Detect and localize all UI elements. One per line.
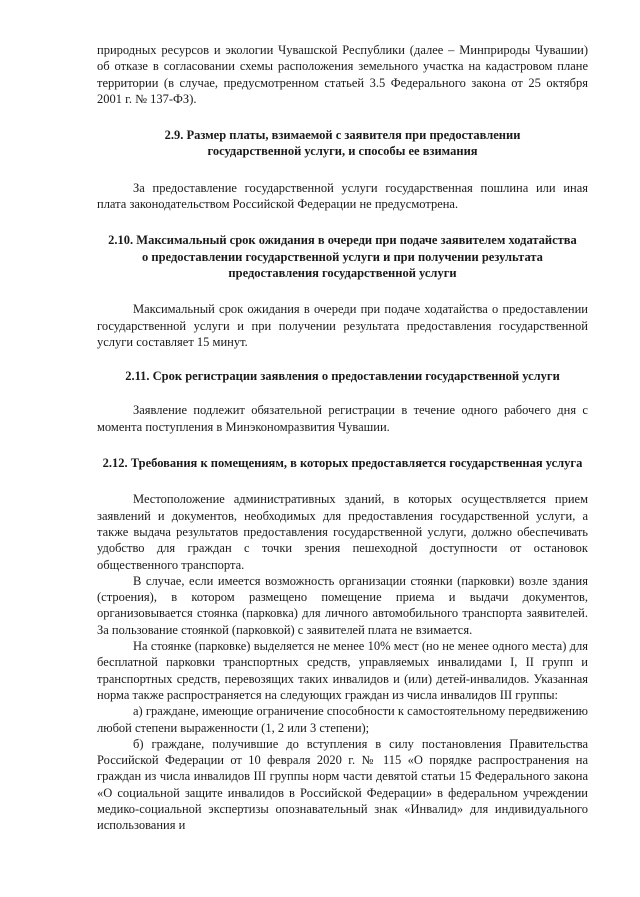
intro-paragraph: природных ресурсов и экологии Чувашской Республики (далее – Минприроды Чувашии) об отказе в согласовании схемы расположения земельного участка на кадастровом плане территории (в случае, предусмотренном статьей 3.5 Федерального закона от 25 октября 2001 г. № 137-ФЗ). [97, 43, 588, 106]
section-2-12-paragraph-disabled-parking: На стоянке (парковке) выделяется не менее 10% мест (но не менее одного места) для бесплатной парковки транспортных средств, управляемых инвалидами I, II групп и транспортных средств, перевозящих таких инвалидов и (или) детей-инвалидов. Указанная норма также распространяется на следующих граждан из числа инвалидов III группы: [97, 639, 588, 702]
section-2-10-paragraph: Максимальный срок ожидания в очереди при подаче ходатайства о предоставлении государственной услуги и при получении результата предоставления государственной услуги составляет 15 минут. [97, 302, 588, 349]
section-2-12-paragraph-location: Местоположение административных зданий, в которых осуществляется прием заявлений и документов, необходимых для предоставления государственной услуги, а также выдача результатов предоставления государственной услуги, должно обеспечивать удобство для граждан с точки зрения пешеходной доступности от остановок общественного транспорта. [97, 492, 588, 572]
section-2-10-heading: 2.10. Максимальный срок ожидания в очереди при подаче заявителем ходатайства о предоставлении государственной услуги и при получении результата предоставления государственной услуги [108, 233, 577, 280]
section-2-11-heading: 2.11. Срок регистрации заявления о предоставлении государственной услуги [125, 369, 560, 384]
document-page [97, 42, 588, 834]
section-2-12-list-item-b: б) граждане, получившие до вступления в силу постановления Правительства Российской Федерации от 10 февраля 2020 г. № 115 «О порядке распространения на граждан из числа инвалидов III группы норм части девятой статьи 15 Федерального закона «О социальной защите инвалидов в Российской Федерации» в федеральном учреждении медико-социальной экспертизы опознавательный знак «Инвалид» для индивидуального использования и [97, 736, 588, 833]
section-2-9-heading: 2.9. Размер платы, взимаемой с заявителя при предоставлении государственной услуги, и способы ее взимания [164, 128, 521, 159]
section-2-9-paragraph: За предоставление государственной услуги государственная пошлина или иная плата законодательством Российской Федерации не предусмотрена. [97, 180, 588, 212]
section-2-12-paragraph-parking: В случае, если имеется возможность организации стоянки (парковки) возле здания (строения), в котором размещено помещение приема и выдачи документов, организовывается стоянка (парковка) для личного автомобильного транспорта заявителей. За пользование стоянкой (парковкой) с заявителей плата не взимается. [97, 573, 588, 637]
section-2-12-list-item-a: а) граждане, имеющие ограничение способности к самостоятельному передвижению любой степени выраженности (1, 2 или 3 степени); [97, 704, 588, 735]
section-2-11-paragraph: Заявление подлежит обязательной регистрации в течение одного рабочего дня с момента поступления в Минэкономразвития Чувашии. [97, 403, 588, 434]
section-2-12-heading: 2.12. Требования к помещениям, в которых предоставляется государственная услуга [102, 456, 583, 471]
